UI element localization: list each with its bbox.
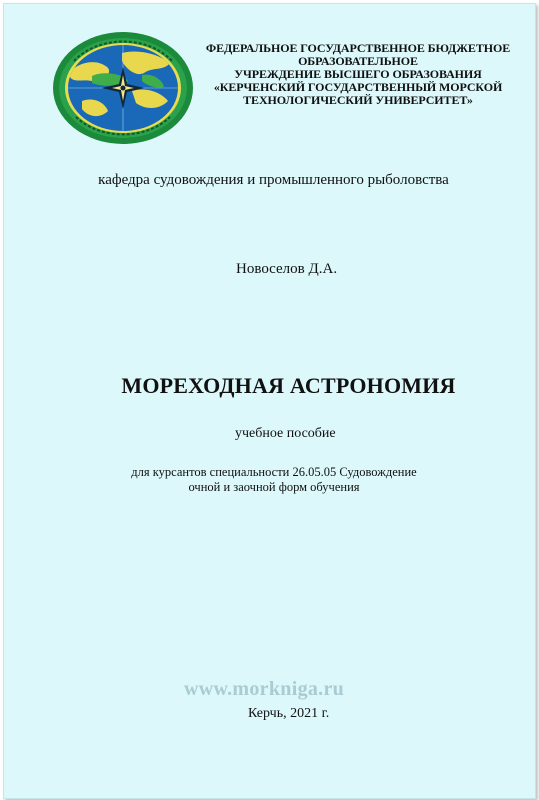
book-title: МОРЕХОДНАЯ АСТРОНОМИЯ bbox=[121, 373, 456, 398]
university-name bbox=[200, 42, 516, 107]
title-page bbox=[3, 3, 536, 799]
university-emblem-icon bbox=[52, 31, 194, 145]
audience-line: очной и заочной форм обучения bbox=[188, 480, 360, 494]
university-line: ФЕДЕРАЛЬНОЕ ГОСУДАРСТВЕННОЕ БЮДЖЕТНОЕ bbox=[205, 41, 511, 55]
book-subtitle: учебное пособие bbox=[235, 426, 336, 441]
watermark: www.morkniga.ru bbox=[184, 678, 345, 700]
audience-line: для курсантов специальности 26.05.05 Судовождение bbox=[131, 465, 417, 479]
university-line: «КЕРЧЕНСКИЙ ГОСУДАРСТВЕННЫЙ МОРСКОЙ bbox=[213, 80, 503, 94]
department-name: кафедра судовождения и промышленного рыболовства bbox=[98, 172, 449, 188]
audience-note bbox=[114, 465, 434, 495]
author-name: Новоселов Д.А. bbox=[236, 261, 338, 277]
university-line: ТЕХНОЛОГИЧЕСКИЙ УНИВЕРСИТЕТ» bbox=[243, 93, 473, 107]
city-year: Керчь, 2021 г. bbox=[248, 706, 330, 721]
university-line: ОБРАЗОВАТЕЛЬНОЕ bbox=[298, 54, 418, 68]
university-line: УЧРЕЖДЕНИЕ ВЫСШЕГО ОБРАЗОВАНИЯ bbox=[234, 67, 482, 81]
